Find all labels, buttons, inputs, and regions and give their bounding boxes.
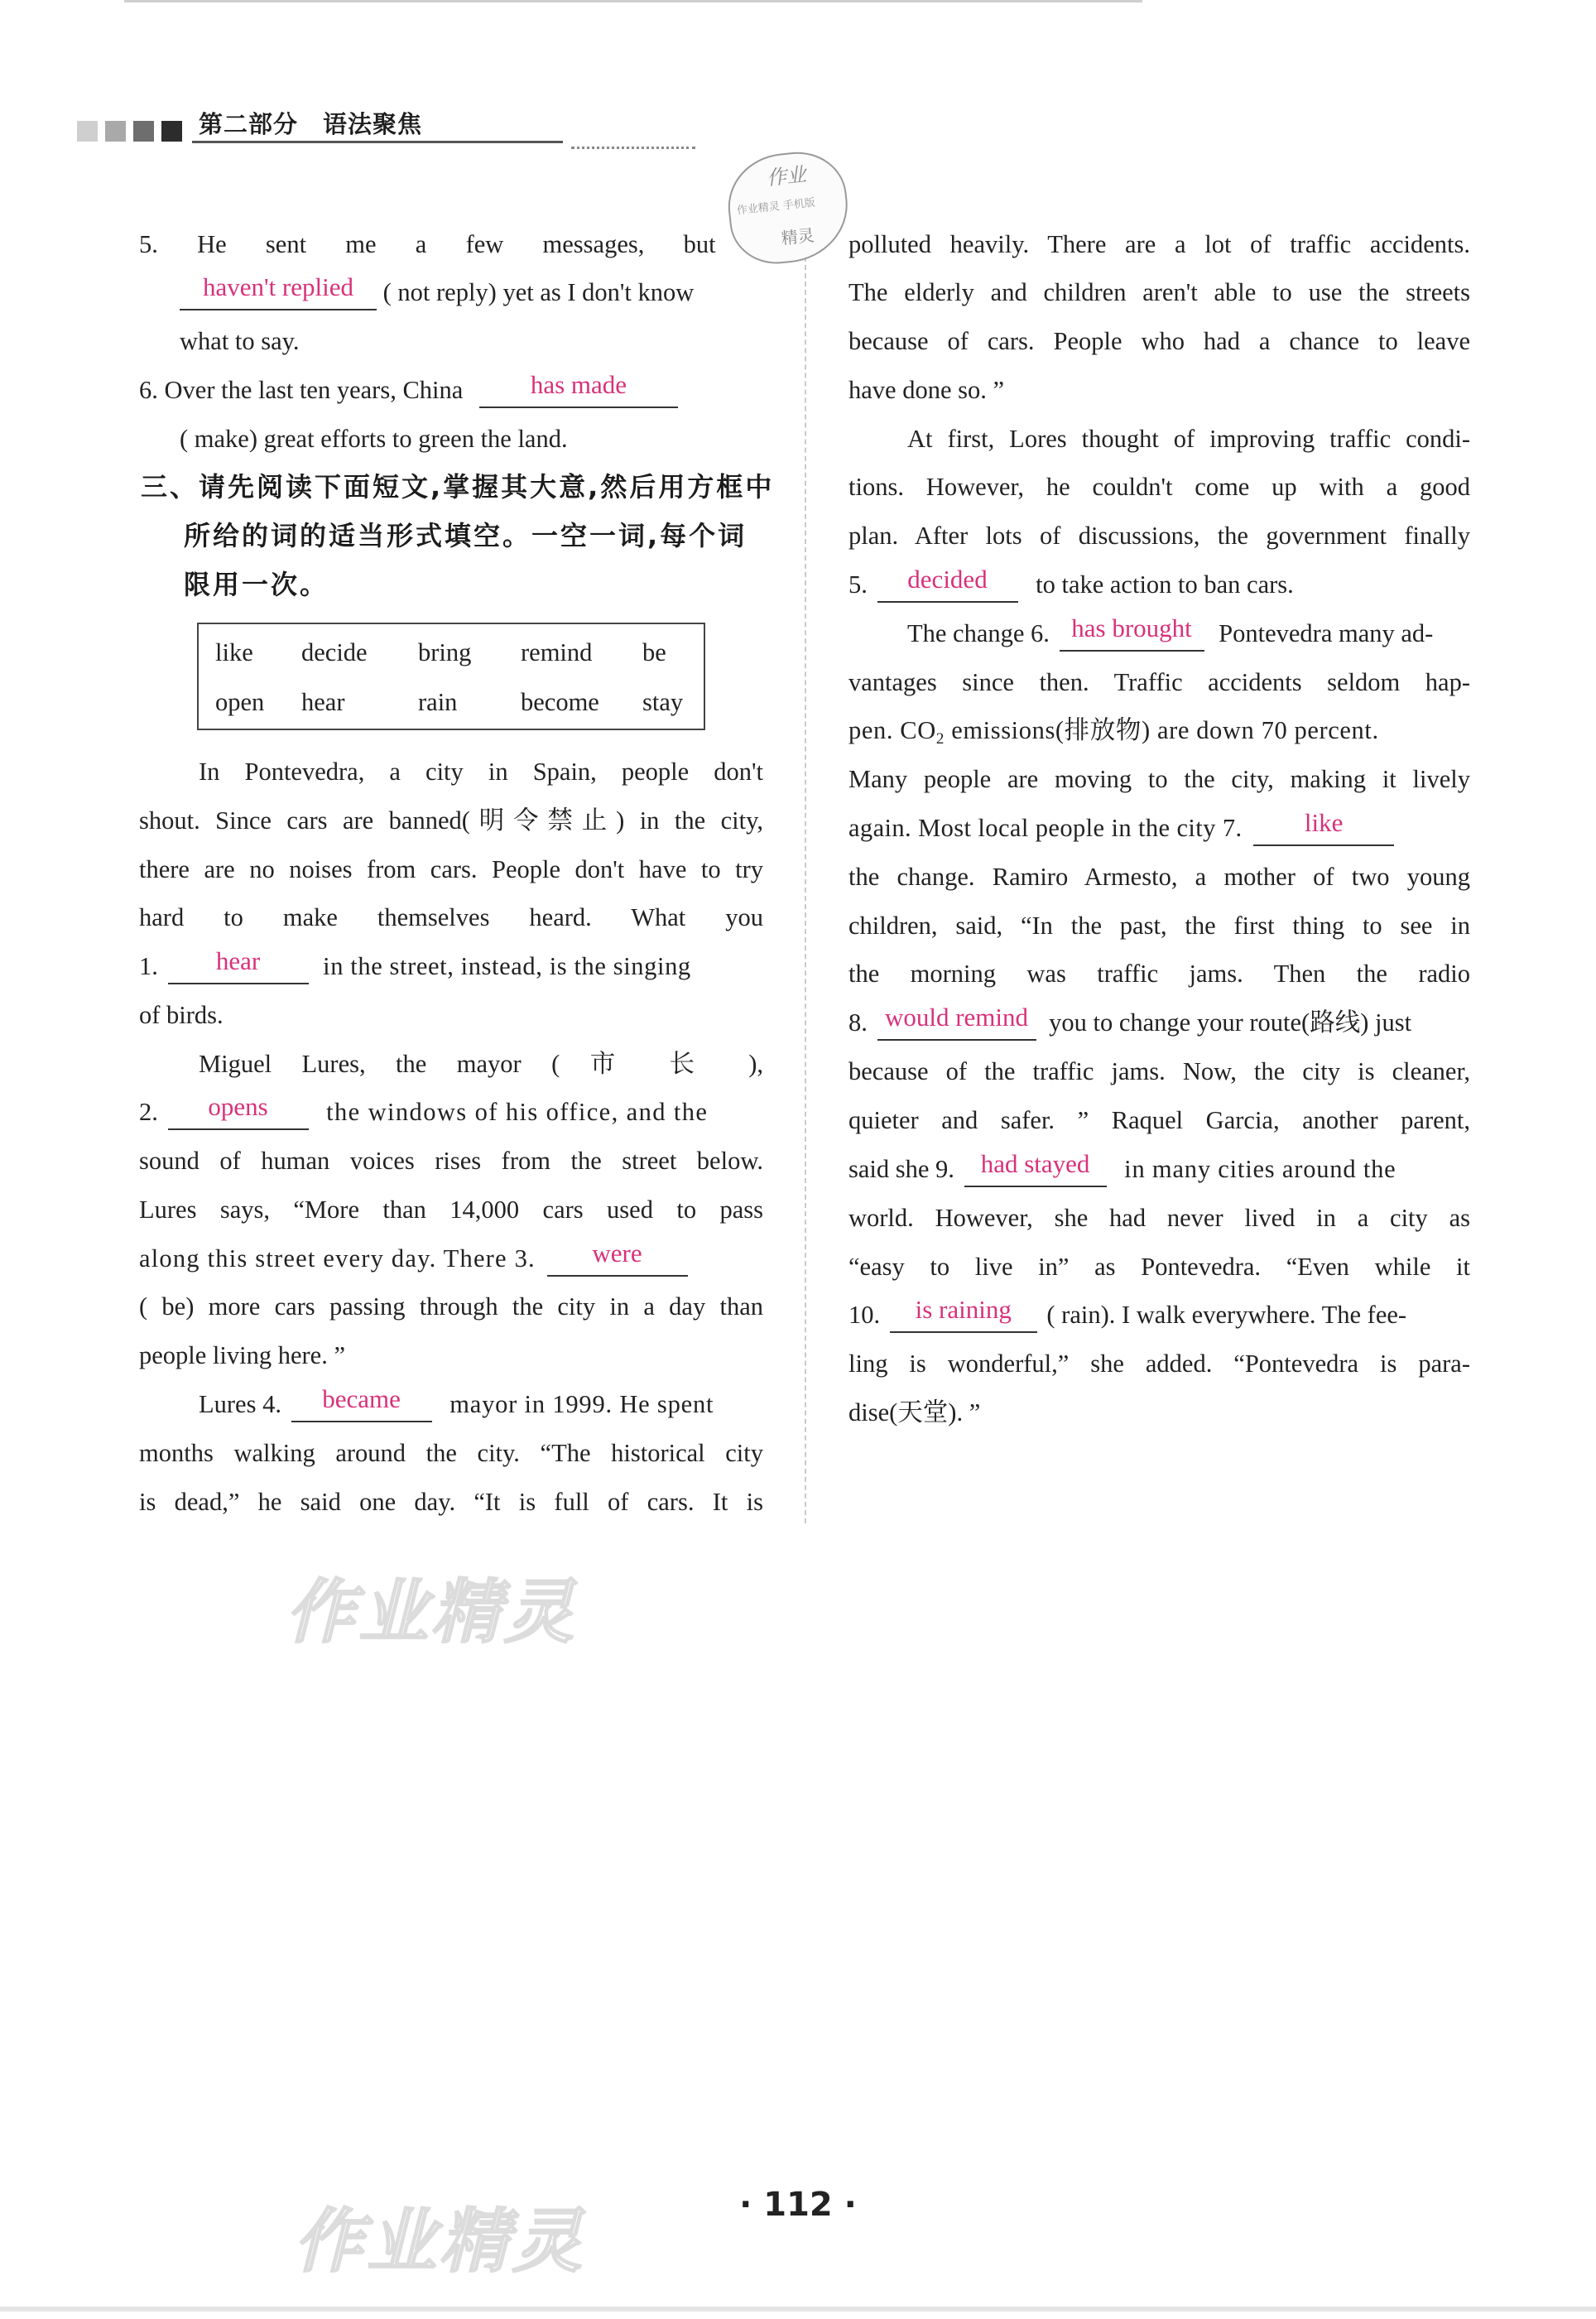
p3-line1-post: mayor in 1999. He spent <box>449 1390 714 1418</box>
header-square <box>105 121 126 142</box>
q5-after-blank: ( not reply) yet as I don't know <box>382 278 695 306</box>
word: few <box>465 230 504 258</box>
word: a <box>415 230 427 258</box>
r-line23 <box>848 1290 1406 1340</box>
answer-2: opens <box>208 1092 268 1121</box>
blank-number: 1. <box>139 952 158 980</box>
r-line23-rest: ( rain). I walk everywhere. The fee- <box>1046 1301 1407 1329</box>
word: messages, <box>542 230 645 258</box>
subscript: 2 <box>935 730 945 748</box>
p2-line5 <box>139 1234 688 1283</box>
blank-number: 10. <box>848 1301 881 1329</box>
answer-blank <box>877 1003 1036 1041</box>
blank-number: 5. <box>848 570 868 599</box>
p2-line5-text: along this street every day. There 3. <box>139 1244 536 1273</box>
r-line19: quieter and safer. ” Raquel Garcia, another parent, <box>848 1106 1470 1134</box>
r-line15: children, said, “In the past, the first thing to see in <box>848 912 1470 940</box>
blank-number: 2. <box>139 1098 158 1126</box>
stamp-text: 精灵 <box>780 226 815 248</box>
q5-line2 <box>180 267 694 317</box>
p1-line1: In Pontevedra, a city in Spain, people don't <box>199 758 763 786</box>
p2-line6: ( be) more cars passing through the city in a day than <box>139 1292 763 1321</box>
r-line20-pre: said she 9. <box>848 1155 954 1183</box>
r-line9-pre: The change 6. <box>907 619 1050 647</box>
r-line13 <box>848 803 1394 853</box>
stamp-logo <box>723 147 853 268</box>
p1-line4: hard to make themselves heard. What you <box>139 903 763 931</box>
answer-blank <box>479 370 678 408</box>
r-line4: have done so. ” <box>848 376 1005 404</box>
column-divider <box>805 232 806 1523</box>
r-line17-rest: you to change your route(路线) just <box>1049 1008 1412 1037</box>
watermark: 作业精灵 <box>286 1571 578 1653</box>
word-box <box>197 623 705 730</box>
word-box-item: remind <box>521 638 593 666</box>
header-dotted-rule <box>571 147 695 149</box>
section-title: 第二部分 语法聚焦 <box>199 110 423 138</box>
answer-7: like <box>1304 808 1344 837</box>
word-box-item: bring <box>418 638 472 666</box>
p2-line2 <box>139 1087 708 1137</box>
word: but <box>683 230 716 258</box>
r-line5: At first, Lores thought of improving traffic condi- <box>907 425 1470 453</box>
word-box-item: be <box>642 638 666 666</box>
p1-line2: shout. Since cars are banned(明令禁止) in the city, <box>139 806 763 835</box>
answer-5: decided <box>907 565 988 594</box>
r-line16: the morning was traffic jams. Then the radio <box>848 960 1470 988</box>
p3-line3: is dead,” he said one day. “It is full of cars. It is <box>139 1488 763 1516</box>
top-rule <box>124 0 1142 2</box>
p1-line5-rest: in the street, instead, is the singing <box>323 952 691 980</box>
p3-line1-pre: Lures 4. <box>199 1390 281 1418</box>
p1-line3: there are no noises from cars. People don't have to try <box>139 855 763 883</box>
r-line22: “easy to live in” as Pontevedra. “Even while it <box>848 1253 1470 1281</box>
page-number: · 112 · <box>739 2186 857 2224</box>
r-line9 <box>907 609 1433 658</box>
answer-blank <box>964 1149 1107 1187</box>
stamp-text: 作业 <box>765 164 808 190</box>
p2-line1: Miguel Lures, the mayor ( 市 长 ), <box>199 1050 763 1078</box>
r-line12: Many people are moving to the city, making it lively <box>848 765 1470 793</box>
r-line11 <box>848 705 1379 755</box>
q6-line1 <box>139 365 678 415</box>
answer-1: hear <box>215 946 261 975</box>
answer-9: had stayed <box>980 1149 1090 1178</box>
word-box-item: decide <box>301 638 368 666</box>
r-line11-pre: pen. CO <box>848 716 936 744</box>
p3-line2: months walking around the city. “The historical city <box>139 1439 763 1467</box>
p2-line3: sound of human voices rises from the street below. <box>139 1147 763 1175</box>
watermark: 作业精灵 <box>294 2201 586 2282</box>
word-box-item: stay <box>642 688 684 716</box>
r-line20-post: in many cities around the <box>1124 1155 1396 1183</box>
r-line20 <box>848 1144 1396 1194</box>
section3-instruction-line2: 所给的词的适当形式填空。一空一词,每个词 <box>184 520 748 551</box>
r-line13-pre: again. Most local people in the city 7. <box>848 814 1243 842</box>
r-line24: ling is wonderful,” she added. “Pontevedra is para- <box>848 1350 1470 1378</box>
stamp-text: 作业精灵 手机版 <box>736 196 816 218</box>
answer-blank <box>1253 808 1394 846</box>
r-line3: because of cars. People who had a chance to leave <box>848 327 1470 355</box>
section3-instruction-line3: 限用一次。 <box>184 569 329 600</box>
p3-line1 <box>199 1379 714 1429</box>
header-rule <box>192 141 563 143</box>
q6-prefix: 6. Over the last ten years, China <box>139 376 464 404</box>
answer-blank <box>180 272 377 310</box>
r-line6: tions. However, he couldn't come up with a good <box>848 473 1470 501</box>
r-line1: polluted heavily. There are a lot of traffic accidents. <box>848 230 1470 258</box>
word-box-item: rain <box>418 688 458 716</box>
r-line9-post: Pontevedra many ad- <box>1219 619 1434 647</box>
word: 5. <box>139 230 158 258</box>
r-line21: world. However, she had never lived in a city as <box>848 1204 1470 1232</box>
p2-line2-rest: the windows of his office, and the <box>326 1098 709 1126</box>
r-line25: dise(天堂). ” <box>848 1398 981 1427</box>
blank-number: 8. <box>848 1008 868 1037</box>
q6-line2: ( make) great efforts to green the land. <box>180 425 568 453</box>
answer-blank <box>890 1295 1037 1333</box>
answer-q6: has made <box>530 370 627 399</box>
header-square <box>133 121 154 142</box>
p2-line4: Lures says, “More than 14,000 cars used to pass <box>139 1196 763 1224</box>
answer-10: is raining <box>915 1295 1012 1324</box>
answer-blank <box>168 946 309 984</box>
word-box-item: open <box>215 688 265 716</box>
section3-instruction-line1: 三、请先阅读下面短文,掌握其大意,然后用方框中 <box>141 471 775 503</box>
word: sent <box>265 230 307 258</box>
answer-q5: haven't replied <box>202 272 354 301</box>
answer-blank <box>1060 613 1204 652</box>
answer-8: would remind <box>884 1003 1029 1032</box>
bottom-rule <box>0 2307 1596 2312</box>
header-square <box>77 121 98 142</box>
r-line8 <box>848 560 1294 609</box>
answer-blank <box>291 1384 432 1422</box>
p2-line7: people living here. ” <box>139 1341 345 1369</box>
r-line14: the change. Ramiro Armesto, a mother of two young <box>848 863 1470 891</box>
r-line17 <box>848 998 1411 1047</box>
answer-blank <box>168 1092 309 1130</box>
r-line2: The elderly and children aren't able to use the streets <box>848 278 1470 306</box>
word: He <box>197 230 227 258</box>
answer-blank <box>547 1239 688 1277</box>
r-line10: vantages since then. Traffic accidents seldom hap- <box>848 668 1470 696</box>
word: me <box>345 230 377 258</box>
q5-line3: what to say. <box>180 327 300 355</box>
word-box-item: become <box>521 688 599 716</box>
r-line18: because of the traffic jams. Now, the city is cleaner, <box>848 1057 1470 1085</box>
answer-3: were <box>592 1239 642 1268</box>
word-box-item: like <box>215 638 253 666</box>
q5-line1 <box>139 219 763 269</box>
answer-6: has brought <box>1071 613 1192 642</box>
r-line8-rest: to take action to ban cars. <box>1036 570 1294 599</box>
answer-blank <box>877 565 1018 603</box>
word-box-item: hear <box>301 688 345 716</box>
r-line7: plan. After lots of discussions, the government finally <box>848 522 1470 550</box>
header-square <box>161 121 182 142</box>
p1-line6: of birds. <box>139 1001 224 1029</box>
r-line11-post: emissions(排放物) are down 70 percent. <box>944 716 1379 744</box>
answer-4: became <box>322 1384 401 1413</box>
p1-line5 <box>139 941 691 991</box>
